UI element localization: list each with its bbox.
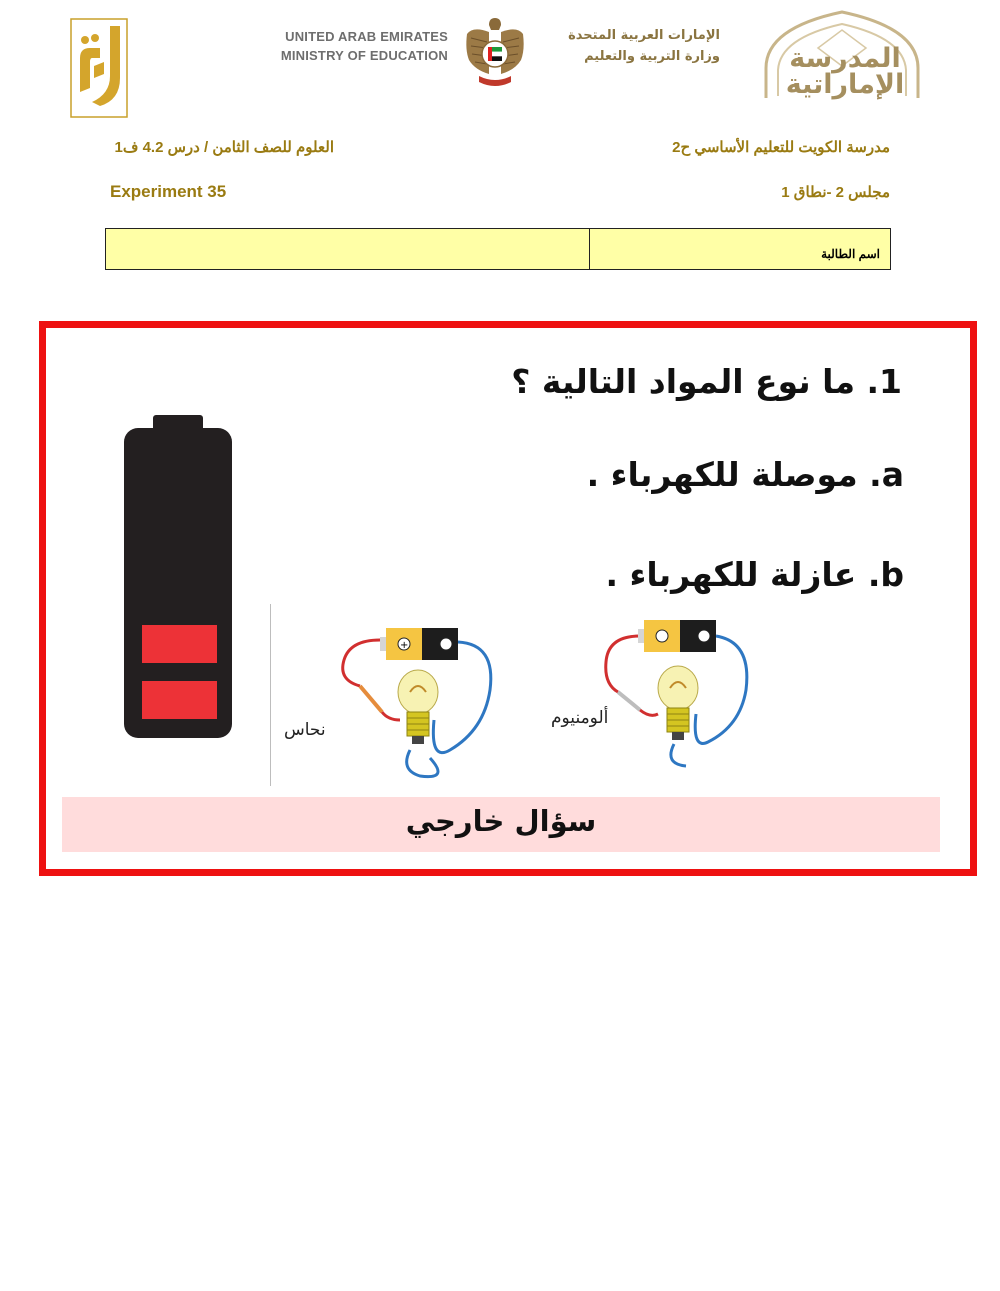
copper-label: نحاس [284, 720, 326, 740]
student-name-field[interactable] [106, 229, 589, 269]
school-logo-line1: المدرسة [789, 43, 901, 74]
copper-circuit-diagram-icon [330, 620, 510, 790]
question-1a-conductor: a. موصلة للكهرباء . [586, 455, 904, 494]
battery-icon [123, 414, 233, 740]
student-name-label: اسم الطالبة [589, 229, 890, 269]
school-emblem-icon [70, 18, 128, 118]
student-name-table [105, 228, 891, 270]
aluminum-circuit-diagram-icon [596, 606, 766, 776]
ministry-en-line1: UNITED ARAB EMIRATES [285, 29, 448, 44]
school-name: مدرسة الكويت للتعليم الأساسي ح2 [672, 139, 890, 156]
council-scope: مجلس 2 -نطاق 1 [781, 184, 890, 201]
ministry-name-english [262, 27, 448, 65]
aluminum-label: ألومنيوم [551, 708, 609, 728]
image-divider [270, 604, 271, 786]
subject-lesson: العلوم للصف الثامن / درس 4.2 ف1 [114, 139, 334, 156]
uae-eagle-emblem-icon [463, 14, 527, 90]
ministry-name-arabic [540, 25, 720, 67]
question-1b-insulator: b. عازلة للكهرباء . [605, 555, 904, 594]
aluminum-circuit-image [596, 606, 766, 776]
left-school-logo [70, 18, 128, 118]
school-logo-line2: الإماراتية [785, 69, 905, 100]
ministry-ar-line2: وزارة التربية والتعليم [584, 49, 720, 64]
copper-circuit-image [330, 620, 510, 790]
question-1: 1. ما نوع المواد التالية ؟ [511, 362, 902, 401]
external-question-text: سؤال خارجي [405, 804, 597, 838]
ministry-ar-line1: الإمارات العربية المتحدة [568, 28, 720, 43]
svg-text:+: + [400, 640, 409, 651]
ministry-en-line2: MINISTRY OF EDUCATION [280, 48, 448, 63]
battery-level-graphic [123, 414, 233, 740]
emirati-school-logo-text [770, 43, 920, 100]
experiment-number: Experiment 35 [110, 182, 227, 201]
uae-emblem [463, 14, 527, 90]
